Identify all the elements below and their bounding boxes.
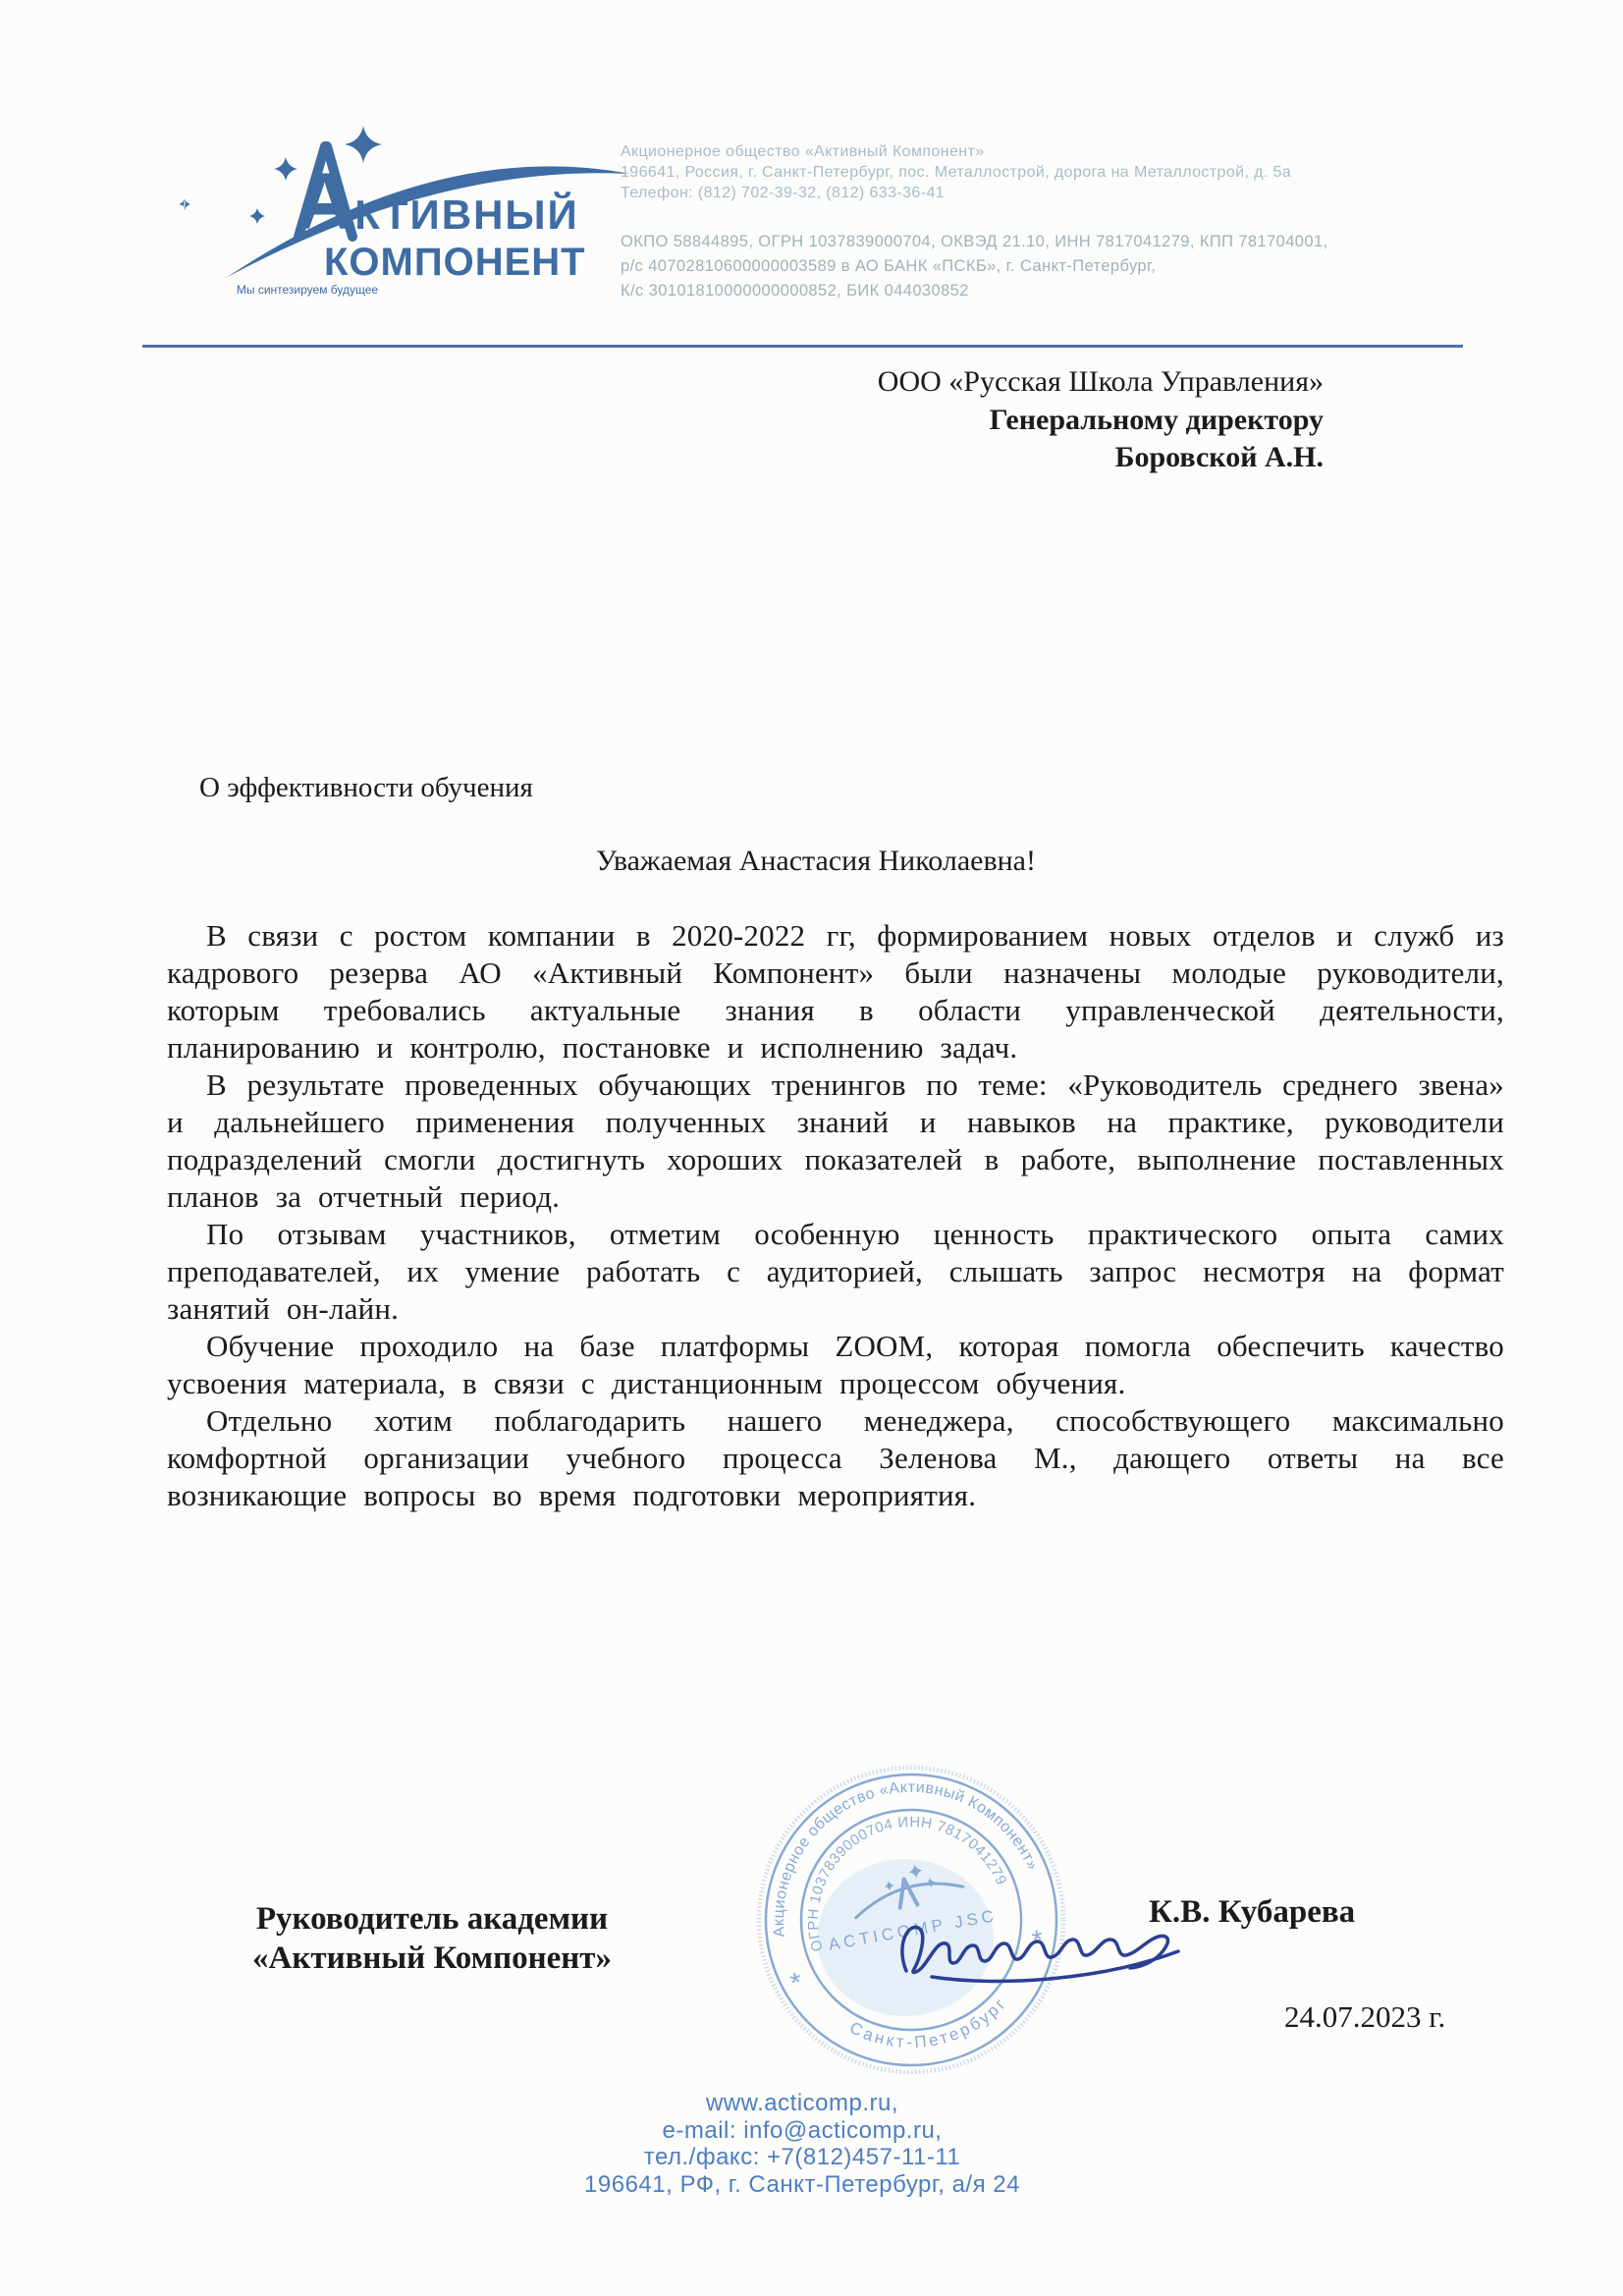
body-paragraph: В результате проведенных обучающих тренингов по теме: «Руководитель среднего звена» и дальнейшего применения полученных знаний и навыков на практике, руководители подразделений смогли достигнуть хороших показателей в работе, выполнение поставленных планов за отчетный период.: [167, 1067, 1504, 1214]
logo-name-line2: КОМПОНЕНТ: [324, 241, 586, 284]
body-paragraph: Обучение проходило на базе платформы ZOOM, которая помогла обеспечить качество усвоения материала, в связи с дистанционным процессом обучения.: [167, 1329, 1504, 1400]
recipient-position: Генеральному директору: [989, 403, 1324, 436]
company-requisites-line: р/с 40702810600000003589 в АО БАНК «ПСКБ», г. Санкт-Петербург,: [621, 257, 1157, 275]
signer-name: К.В. Кубарева: [1149, 1894, 1356, 1930]
company-contact-line: 196641, Россия, г. Санкт-Петербург, пос. Металлострой, дорога на Металлострой, д. 5а: [621, 164, 1292, 181]
letter-subject: О эффективности обучения: [199, 772, 533, 803]
logo-tagline: Мы синтезируем будущее: [236, 283, 379, 297]
footer-contact-line: www.acticomp.ru,: [705, 2090, 899, 2116]
signer-position-line2: «Активный Компонент»: [252, 1941, 612, 1976]
company-contact-line: Телефон: (812) 702-39-32, (812) 633-36-41: [621, 185, 946, 201]
signer-position-block: [236, 1899, 628, 1978]
footer-contact-line: тел./факс: +7(812)457-11-11: [643, 2144, 961, 2170]
stamp-center-text: ACTICOMP JSC: [827, 1905, 1000, 1954]
stamp-ring-text: Акционерное общество «Активный Компонент»: [770, 1778, 1042, 1939]
company-requisites-line: ОКПО 58844895, ОГРН 1037839000704, ОКВЭД 21.10, ИНН 7817041279, КПП 781704001,: [621, 233, 1328, 250]
stamp-ogrn-inn-text: ОГРН 1037839000704 ИНН 7817041279: [804, 1813, 1010, 1954]
footer-contact-line: 196641, РФ, г. Санкт-Петербург, а/я 24: [584, 2170, 1020, 2198]
company-contact-block: [621, 141, 1485, 203]
stamp-city-text: Санкт-Петербург: [846, 1993, 1011, 2052]
letter-body: [167, 917, 1504, 1514]
letter-date: 24.07.2023 г.: [1284, 1999, 1446, 2034]
body-paragraph: По отзывам участников, отметим особенную ценность практического опыта самих преподавателей, их умение работать с аудиторией, слышать запрос несмотря на формат занятий он-лайн.: [167, 1217, 1504, 1326]
letterhead-divider: [142, 345, 1463, 348]
recipient-organization: ООО «Русская Школа Управления»: [877, 365, 1324, 398]
recipient-name: Боровской А.Н.: [1114, 441, 1324, 473]
footer-contact-block: [508, 2090, 1097, 2198]
salutation: Уважаемая Анастасия Николаевна!: [595, 845, 1036, 877]
company-requisites-line: К/с 30101810000000000852, БИК 044030852: [621, 282, 969, 300]
footer-contact-line: e-mail: info@acticomp.ru,: [662, 2116, 943, 2144]
company-contact-line: Акционерное общество «Активный Компонент»: [621, 143, 985, 160]
company-requisites-block: [621, 230, 1504, 303]
body-paragraph: Отдельно хотим поблагодарить нашего менеджера, способствующего максимально комфортной организации учебного процесса Зеленова М., дающего ответы на все возникающие вопросы во время подготовки мероприятия.: [167, 1403, 1504, 1512]
stamp-separator-left: *: [787, 1966, 804, 1999]
stamp-separator-right: *: [1029, 1924, 1047, 1956]
handwritten-signature: [889, 1910, 1193, 1998]
logo-name-line1: АКТИВНЫЙ: [296, 157, 579, 246]
signer-position-line1: Руководитель академии: [255, 1901, 609, 1937]
recipient-block: [825, 363, 1324, 477]
body-paragraph: В связи с ростом компании в 2020-2022 гг, формированием новых отделов и служб из кадрового резерва АО «Активный Компонент» были назначены молодые руководители, которым требовались актуальные знания в области управленческой деятельности, планированию и контролю, постановке и исполнению задач.: [167, 918, 1504, 1065]
